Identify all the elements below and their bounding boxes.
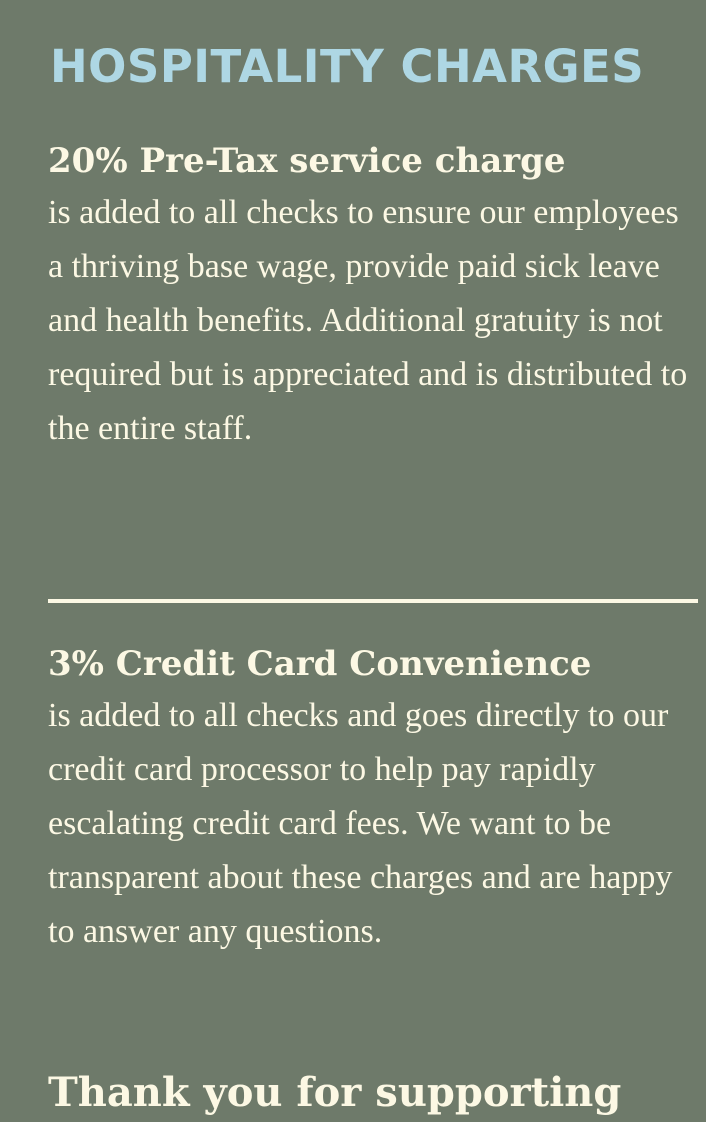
credit-card-description: is added to all checks and goes directly to our credit card processor to help pay rapidly escalating credit card fees. We want to be transparent about these charges and are happy to answer any questions. [48, 697, 673, 950]
service-charge-description: is added to all checks to ensure our employees a thriving base wage, provide paid sick leave and health benefits. Additional gratuity is not required but is appreciated and is distributed to the entire staff. [48, 194, 688, 447]
credit-card-section [48, 641, 698, 959]
page-title: HOSPITALITY CHARGES [50, 40, 645, 93]
credit-card-heading: 3% Credit Card Convenience [48, 644, 592, 684]
thank-you-heading: Thank you for supporting [48, 1069, 622, 1116]
section-divider [48, 599, 698, 603]
service-charge-section [48, 138, 698, 456]
service-charge-heading: 20% Pre-Tax service charge [48, 141, 566, 181]
